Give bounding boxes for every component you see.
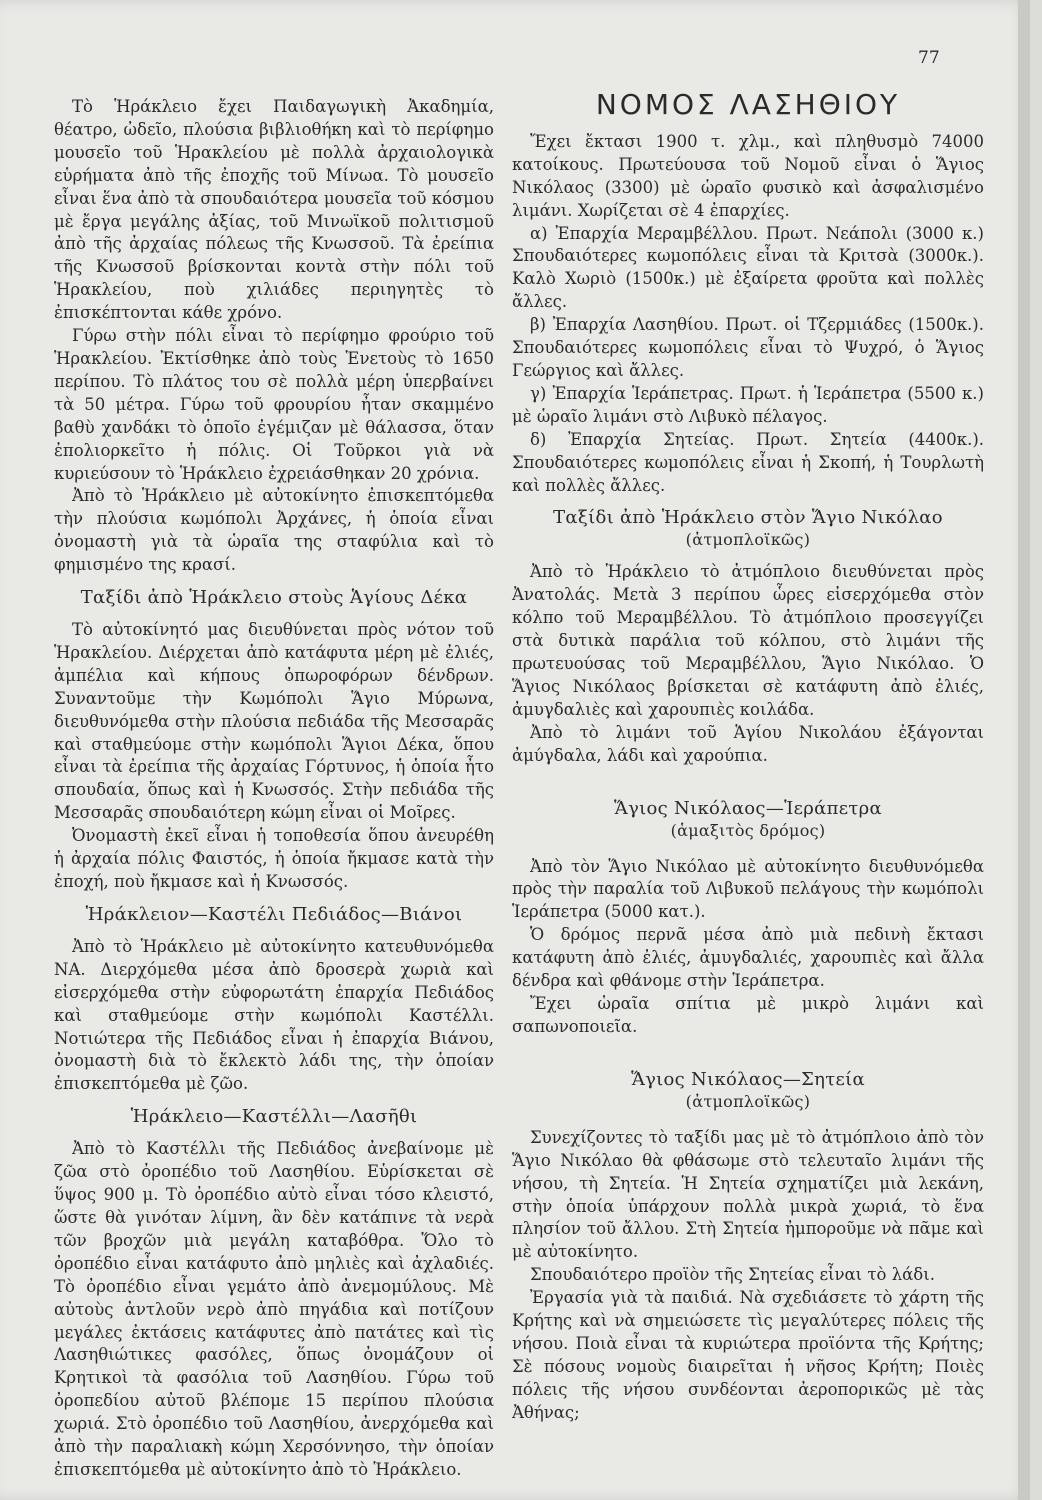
list-item: δ) Ἐπαρχία Σητείας. Πρωτ. Σητεία (4400κ.). Σπουδαιότερες κωμοπόλεις εἶναι ἡ Σκοπή, ἡ Τουρλωτὴ καὶ πολλὲς ἄλλες. <box>512 429 984 495</box>
section-heading <box>512 507 984 551</box>
paragraph: Συνεχίζοντες τὸ ταξίδι μας μὲ τὸ ἀτμόπλοιο ἀπὸ τὸν Ἅγιο Νικόλαο θὰ φθάσωμε στὸ τελευταῖο λιμάνι τῆς νήσου, τὴ Σητεία. Ἡ Σητεία σχηματίζει μιὰ λεκάνη, στὴν ὁποία ὑπάρχουν πολλὰ μικρὰ χωριά, τὸ ἕνα πλησίον τοῦ ἄλλου. Στὴ Σητεία ἠμποροῦμε νὰ πᾶμε καὶ μὲ αὐτοκίνητο. <box>512 1127 984 1262</box>
section-heading-subtitle: (ἀτμοπλοϊκῶς) <box>685 1091 811 1111</box>
paragraph: Ἀπὸ τὸ Ἡράκλειο μὲ αὐτοκίνητο κατευθυνόμεθα ΝΑ. Διερχόμεθα μέσα ἀπὸ δροσερὰ χωριὰ καὶ εἰσερχόμεθα στὴν εὐφορωτάτη ἐπαρχία Πεδιάδος καὶ σταθμεύομε στὴν κωμόπολι Καστέλλι. Νοτιώτερα τῆς Πεδιάδος εἶναι ἡ ἐπαρχία Βιάνου, ὀνομαστὴ διὰ τὸ ἔκλεκτὸ λάδι της, τὴν ὁποίαν ἐπισκεπτόμεθα μὲ ζῶο. <box>54 936 494 1094</box>
section-heading-title: Ἅγιος Νικόλαος—Ἱεράπετρα <box>614 797 882 819</box>
page-edge <box>1018 0 1030 1500</box>
list-item: γ) Ἐπαρχία Ἱεράπετρας. Πρωτ. ἡ Ἱεράπετρα (5500 κ.) μὲ ὡραῖο λιμάνι στὸ Λιβυκὸ πέλαγος. <box>512 383 984 426</box>
paragraph: Σπουδαιότερο προϊὸν τῆς Σητείας εἶναι τὸ λάδι. <box>530 1265 935 1285</box>
paragraph: Ἀπὸ τὸ Ἡράκλειο μὲ αὐτοκίνητο ἐπισκεπτόμεθα τὴν πλούσια κωμόπολι Ἀρχάνες, ἡ ὁποία εἶναι ὀνομαστὴ γιὰ τὰ ὡραῖα της σταφύλια καὶ τὸ φημισμένο της κρασί. <box>54 486 494 575</box>
section-heading: Ἡράκλειο—Καστέλλι—Λασῆθι <box>130 1106 418 1128</box>
list-item: α) Ἐπαρχία Μεραμβέλλου. Πρωτ. Νεάπολι (3000 κ.) Σπουδαιότερες κωμοπόλεις εἶναι τὰ Κριτσὰ (3000κ.). Καλὸ Χωριὸ (1500κ.) μὲ ἐξαίρετα φροῦτα καὶ πολλὲς ἄλλες. <box>512 223 984 312</box>
paragraph: Ἀπὸ τὸ λιμάνι τοῦ Ἁγίου Νικολάου ἐξάγονται ἀμύγδαλα, λάδι καὶ χαρούπια. <box>512 722 984 765</box>
paragraph: Τὸ Ἡράκλειο ἔχει Παιδαγωγικὴ Ἀκαδημία, θέατρο, ὠδεῖο, πλούσια βιβλιοθήκη καὶ τὸ περίφημο μουσεῖο τοῦ Ἡρακλείου μὲ πολλὰ ἀρχαιολογικὰ εὑρήματα ἀπὸ τῆς ἐποχῆς τοῦ Μίνωα. Τὸ μουσεῖο εἶναι ἕνα ἀπὸ τὰ σπουδαιότερα μουσεῖα τοῦ κόσμου μὲ ἔργα μεγάλης ἀξίας, τοῦ Μινωϊκοῦ πολιτισμοῦ ἀπὸ τῆς ἀρχαίας πόλεως τῆς Κνωσσοῦ. Τὰ ἐρείπια τῆς Κνωσσοῦ βρίσκονται κοντὰ στὴν πόλι τοῦ Ἡρακλείου, ποὺ χιλιάδες περιηγητὲς τὸ ἐπισκέπτονται κάθε χρόνο. <box>54 97 494 323</box>
section-heading-title: Ταξίδι ἀπὸ Ἡράκλειο στὸν Ἅγιο Νικόλαο <box>553 507 943 529</box>
paragraph: Ὁ δρόμος περνᾶ μέσα ἀπὸ μιὰ πεδινὴ ἔκτασι κατάφυτη ἀπὸ ἐλιές, ἀμυγδαλιές, χαρουπιὲς καὶ ἄλλα δένδρα καὶ φθάνομε στὴν Ἱεράπετρα. <box>512 925 984 991</box>
paragraph: Ἀπὸ τὸ Ἡράκλειο τὸ ἀτμόπλοιο διευθύνεται πρὸς Ἀνατολάς. Μετὰ 3 περίπου ὧρες εἰσερχόμεθα στὸν κόλπο τοῦ Μεραμβέλλου. Τὸ ἀτμόπλοιο προσεγγίζει στὰ δυτικὰ παράλια τοῦ κόλπου, στὸ λιμάνι τῆς πρωτευούσας τοῦ Μεραμβέλλου, Ἅγιο Νικόλαο. Ὁ Ἅγιος Νικόλαος βρίσκεται σὲ κατάφυτη ἀπὸ ἐλιές, ἀμυγδαλιὲς καὶ χαρουπιὲς κοιλάδα. <box>512 562 984 719</box>
section-heading <box>512 1069 984 1113</box>
list-item: β) Ἐπαρχία Λασηθίου. Πρωτ. οἱ Τζερμιάδες (1500κ.). Σπουδαιότερες κωμοπόλεις εἶναι τὸ Ψυχρό, ὁ Ἅγιος Γεώργιος καὶ ἄλλες. <box>512 315 984 380</box>
paragraph: Ὀνομαστὴ ἐκεῖ εἶναι ἡ τοποθεσία ὅπου ἀνευρέθη ἡ ἀρχαία πόλις Φαιστός, ἡ ὁποία ἤκμασε κατὰ τὴν ἐποχή, ποὺ ἤκμασε καὶ ἡ Κνωσσός. <box>54 826 494 891</box>
left-column <box>54 96 494 1482</box>
paragraph: Ἀπὸ τὸ Καστέλλι τῆς Πεδιάδος ἀνεβαίνομε μὲ ζῶα στὸ ὀροπέδιο τοῦ Λασηθίου. Εὑρίσκεται σὲ ὕψος 900 μ. Τὸ ὀροπέδιο αὐτὸ εἶναι τόσο κλειστό, ὥστε θὰ γινόταν λίμνη, ἂν δὲν κατάπινε τὰ νερὰ τῶν βροχῶν μιὰ μεγάλη καταβόθρα. Ὅλο τὸ ὀροπέδιο εἶναι κατάφυτο ἀπὸ μηλιὲς καὶ ἀχλαδιές. Τὸ ὀροπέδιο εἶναι γεμάτο ἀπὸ ἀνεμομύλους. Μὲ αὐτοὺς ἀντλοῦν νερὸ ἀπὸ πηγάδια καὶ ποτίζουν μεγάλες ἐκτάσεις κατάφυτες ἀπὸ πατάτες καὶ τὶς Λασηθιώτικες φασόλες, ὅπως ὀνομάζουν οἱ Κρητικοὶ τὰ φασόλια τοῦ Λασηθίου. Γύρω τοῦ ὀροπεδίου αὐτοῦ βλέπομε 15 περίπου πλούσια χωριά. Στὸ ὀροπέδιο τοῦ Λασηθίου, ἀνερχόμεθα καὶ ἀπὸ τὴν παραλιακὴ κώμη Χερσόννησο, τὴν ὁποίαν ἐπισκεπτόμεθα μὲ αὐτοκίνητο ἀπὸ τὸ Ἡράκλειο. <box>54 1139 494 1479</box>
page-number: 77 <box>918 48 940 68</box>
section-heading-subtitle: (ἁμαξιτὸς δρόμος) <box>670 820 826 840</box>
prefecture-title: ΝΟΜΟΣ ΛΑΣΗΘΙΟΥ <box>595 88 901 121</box>
paragraph: Ἔχει ὡραῖα σπίτια μὲ μικρὸ λιμάνι καὶ σαπωνοποιεῖα. <box>512 994 984 1036</box>
section-heading: Ἡράκλειον—Καστέλι Πεδιάδος—Βιάνοι <box>85 903 463 925</box>
paragraph: Ἀπὸ τὸν Ἅγιο Νικόλαο μὲ αὐτοκίνητο διευθυνόμεθα πρὸς τὴν παραλία τοῦ Λιβυκοῦ πελάγους τὴν κωμόπολι Ἱεράπετρα (5000 κατ.). <box>512 856 984 922</box>
section-heading-subtitle: (ἀτμοπλοϊκῶς) <box>685 530 811 550</box>
paragraph: Ἔχει ἔκτασι 1900 τ. χλμ., καὶ πληθυσμὸ 74000 κατοίκους. Πρωτεύουσα τοῦ Νομοῦ εἶναι ὁ Ἅγιος Νικόλαος (3300) μὲ ὡραῖο φυσικὸ καὶ ἀσφαλισμένο λιμάνι. Χωρίζεται σὲ 4 ἐπαρχίες. <box>512 131 984 220</box>
section-heading-title: Ἅγιος Νικόλαος—Σητεία <box>631 1068 865 1090</box>
paragraph: Γύρω στὴν πόλι εἶναι τὸ περίφημο φρούριο τοῦ Ἡρακλείου. Ἐκτίσθηκε ἀπὸ τοὺς Ἑνετοὺς τὸ 1650 περίπου. Τὸ πλάτος του σὲ πολλὰ μέρη ὑπερβαίνει τὰ 50 μέτρα. Γύρω τοῦ φρουρίου ἦταν σκαμμένο βαθὺ χανδάκι τὸ ὁποῖο ἐγέμιζαν μὲ θάλασσα, ὅταν ἐπολιορκεῖτο ἡ πόλις. Οἱ Τοῦρκοι γιὰ νὰ κυριεύσουν τὸ Ἡράκλειο ἐχρειάσθηκαν 20 χρόνια. <box>54 326 494 483</box>
right-column <box>512 88 984 1425</box>
section-heading <box>512 798 984 842</box>
section-heading: Ταξίδι ἀπὸ Ἡράκλειο στοὺς Ἁγίους Δέκα <box>80 587 468 609</box>
exercise-paragraph: Ἐργασία γιὰ τὰ παιδιά. Νὰ σχεδιάσετε τὸ χάρτη τῆς Κρήτης καὶ νὰ σημειώσετε τὶς μεγαλύτερες πόλεις τῆς νήσου. Ποιὰ εἶναι τὰ κυριώτερα προϊόντα τῆς Κρήτης; Σὲ πόσους νομοὺς διαιρεῖται ἡ νῆσος Κρήτη; Ποιὲς πόλεις τῆς νήσου συνδέονται ἀεροπορικῶς μὲ τὰς Ἀθήνας; <box>512 1288 984 1422</box>
paragraph: Τὸ αὐτοκίνητό μας διευθύνεται πρὸς νότον τοῦ Ἡρακλείου. Διέρχεται ἀπὸ κατάφυτα μέρη μὲ ἐλιές, ἀμπέλια καὶ κήπους ὀπωροφόρων δένδρων. Συναντοῦμε τὴν Κωμόπολι Ἅγιο Μύρωνα, διευθυνόμεθα στὴν πλούσια πεδιάδα τῆς Μεσσαρᾶς καὶ σταθμεύομε στὴν κωμόπολι Ἅγιοι Δέκα, ὅπου εἶναι τὰ ἐρείπια τῆς ἀρχαίας Γόρτυνος, ἡ ὁποία ἦτο σπουδαία, ὅπως καὶ ἡ Κνωσσός. Στὴν πεδιάδα τῆς Μεσσαρᾶς σπουδαιότερη κώμη εἶναι οἱ Μοῖρες. <box>54 620 494 823</box>
